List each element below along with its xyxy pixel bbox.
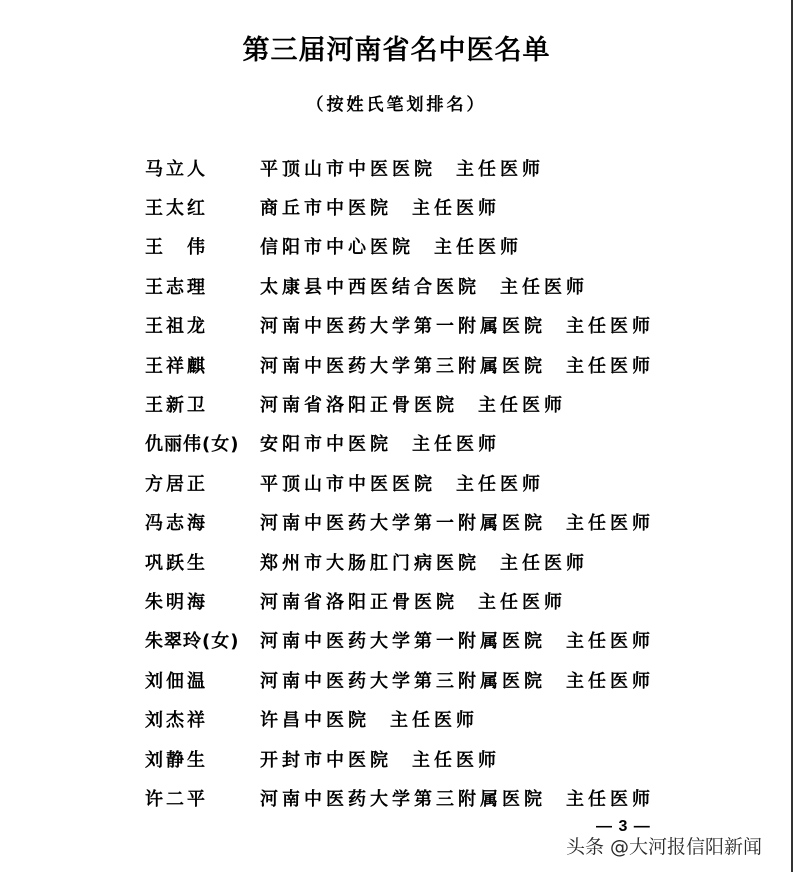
doctor-name: 刘佃温	[145, 670, 208, 692]
list-item	[145, 384, 654, 423]
list-item	[145, 227, 654, 266]
hospital-name: 许昌中医院	[260, 710, 370, 732]
list-item	[145, 621, 654, 660]
doctor-position: 主任医师	[412, 434, 500, 456]
doctor-name: 马立人	[145, 158, 208, 180]
doctor-position: 主任医师	[566, 316, 654, 338]
doctor-name: 方居正	[145, 473, 208, 495]
hospital-name: 信阳市中心医院	[260, 237, 414, 259]
doctor-position: 主任医师	[412, 749, 500, 771]
hospital-name: 河南省洛阳正骨医院	[260, 395, 458, 417]
list-item	[145, 660, 654, 699]
doctor-position: 主任医师	[478, 591, 566, 613]
list-item	[145, 699, 654, 738]
doctor-position: 主任医师	[566, 631, 654, 653]
doctor-position: 主任医师	[456, 473, 544, 495]
hospital-name: 郑州市大肠肛门病医院	[260, 552, 480, 574]
doctor-position: 主任医师	[500, 276, 588, 298]
doctor-name: 王新卫	[145, 395, 208, 417]
hospital-name: 河南中医药大学第三附属医院	[260, 355, 546, 377]
doctor-name: 王祖龙	[145, 316, 208, 338]
hospital-name: 安阳市中医院	[260, 434, 392, 456]
list-item	[145, 739, 654, 778]
doctor-name: 许二平	[145, 788, 208, 810]
doctor-position: 主任医师	[500, 552, 588, 574]
doctor-position: 主任医师	[566, 788, 654, 810]
hospital-name: 河南中医药大学第一附属医院	[260, 631, 546, 653]
doctor-name: 王祥麒	[145, 355, 208, 377]
doctor-position: 主任医师	[412, 198, 500, 220]
list-item	[145, 778, 654, 817]
doctor-name: 仇丽伟(女)	[145, 434, 240, 456]
source-watermark: 头条 @大河报信阳新闻	[566, 836, 763, 858]
doctor-position: 主任医师	[390, 710, 478, 732]
doctor-name: 朱翠玲(女)	[145, 631, 240, 653]
doctor-position: 主任医师	[434, 237, 522, 259]
doctor-name: 朱明海	[145, 591, 208, 613]
doctor-list	[145, 148, 654, 818]
hospital-name: 河南省洛阳正骨医院	[260, 591, 458, 613]
hospital-name: 平顶山市中医医院	[260, 473, 436, 495]
document-subtitle: （按姓氏笔划排名）	[306, 95, 487, 115]
doctor-name: 王志理	[145, 276, 208, 298]
doctor-name: 巩跃生	[145, 552, 208, 574]
list-item	[145, 503, 654, 542]
hospital-name: 河南中医药大学第三附属医院	[260, 788, 546, 810]
list-item	[145, 581, 654, 620]
list-item	[145, 266, 654, 305]
doctor-name: 刘静生	[145, 749, 208, 771]
hospital-name: 河南中医药大学第一附属医院	[260, 316, 546, 338]
doctor-name: 王 伟	[145, 237, 208, 259]
hospital-name: 平顶山市中医医院	[260, 158, 436, 180]
doctor-name: 刘杰祥	[145, 710, 208, 732]
list-item	[145, 463, 654, 502]
list-item	[145, 306, 654, 345]
list-item	[145, 187, 654, 226]
doctor-position: 主任医师	[456, 158, 544, 180]
page-number: — 3 —	[596, 818, 651, 835]
list-item	[145, 542, 654, 581]
doctor-position: 主任医师	[566, 670, 654, 692]
list-item	[145, 424, 654, 463]
hospital-name: 开封市中医院	[260, 749, 392, 771]
doctor-position: 主任医师	[478, 395, 566, 417]
list-item	[145, 148, 654, 187]
hospital-name: 河南中医药大学第三附属医院	[260, 670, 546, 692]
doctor-name: 冯志海	[145, 513, 208, 535]
document-title: 第三届河南省名中医名单	[242, 35, 551, 66]
doctor-position: 主任医师	[566, 355, 654, 377]
hospital-name: 商丘市中医院	[260, 198, 392, 220]
list-item	[145, 345, 654, 384]
hospital-name: 太康县中西医结合医院	[260, 276, 480, 298]
hospital-name: 河南中医药大学第一附属医院	[260, 513, 546, 535]
doctor-name: 王太红	[145, 198, 208, 220]
doctor-position: 主任医师	[566, 513, 654, 535]
